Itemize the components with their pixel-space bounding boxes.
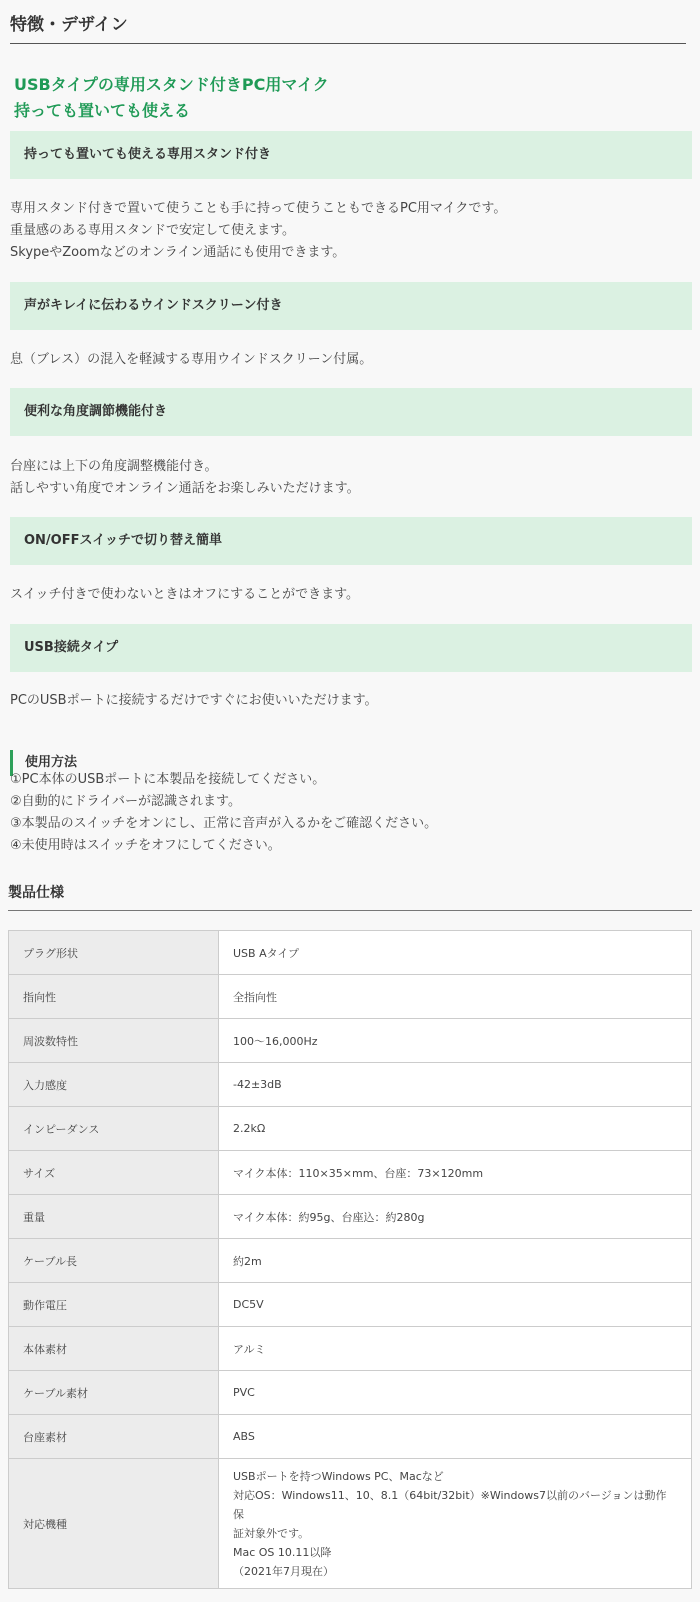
spec-value: マイク本体：約95g、台座込：約280g [219, 1195, 692, 1239]
spec-key: ケーブル素材 [9, 1371, 219, 1415]
spec-row [9, 1239, 692, 1283]
spec-value: アルミ [219, 1327, 692, 1371]
howto-step: ②自動的にドライバーが認識されます。 [10, 794, 241, 809]
body-line: 専用スタンド付きで置いて使うことも手に持って使うこともできるPC用マイクです。 [10, 201, 507, 216]
spec-row [9, 1151, 692, 1195]
spec-row-compat [9, 1459, 692, 1589]
feature-body [10, 584, 359, 606]
body-line: SkypeやZoomなどのオンライン通話にも使用できます。 [10, 245, 346, 260]
section-title: 特徴・デザイン [10, 10, 686, 44]
howto-heading: 使用方法 [10, 750, 77, 776]
spec-value: PVC [219, 1371, 692, 1415]
spec-key: 台座素材 [9, 1415, 219, 1459]
spec-row [9, 1063, 692, 1107]
body-line: 重量感のある専用スタンドで安定して使えます。 [10, 223, 295, 238]
spec-row [9, 931, 692, 975]
spec-value: 2.2kΩ [219, 1107, 692, 1151]
feature-heading: 声がキレイに伝わるウインドスクリーン付き [10, 282, 692, 330]
spec-row [9, 975, 692, 1019]
feature-body [10, 198, 506, 264]
feature-body [10, 690, 378, 712]
spec-key: インピーダンス [9, 1107, 219, 1151]
compat-line: Mac OS 10.11以降 [233, 1545, 332, 1559]
howto-step: ③本製品のスイッチをオンにし、正常に音声が入るかをご確認ください。 [10, 816, 438, 831]
spec-key: 入力感度 [9, 1063, 219, 1107]
body-line: 息（ブレス）の混入を軽減する専用ウインドスクリーン付属。 [10, 352, 373, 367]
spec-row [9, 1415, 692, 1459]
howto-step: ④未使用時はスイッチをオフにしてください。 [10, 838, 281, 853]
spec-key: 重量 [9, 1195, 219, 1239]
spec-row [9, 1283, 692, 1327]
spec-key: サイズ [9, 1151, 219, 1195]
spec-row [9, 1019, 692, 1063]
spec-value: -42±3dB [219, 1063, 692, 1107]
feature-heading: 便利な角度調節機能付き [10, 388, 692, 436]
feature-heading: ON/OFFスイッチで切り替え簡単 [10, 517, 692, 565]
compat-line: （2021年7月現在） [233, 1564, 334, 1578]
howto-steps [10, 769, 437, 857]
lead-heading [14, 72, 329, 124]
spec-value: マイク本体：110×35×mm、台座：73×120mm [219, 1151, 692, 1195]
spec-key: ケーブル長 [9, 1239, 219, 1283]
feature-body [10, 349, 372, 371]
spec-key: 対応機種 [9, 1459, 219, 1589]
spec-value: 100～16,000Hz [219, 1019, 692, 1063]
spec-key: 動作電圧 [9, 1283, 219, 1327]
howto-step: ①PC本体のUSBポートに本製品を接続してください。 [10, 772, 326, 787]
spec-title: 製品仕様 [8, 882, 692, 911]
spec-value: USB Aタイプ [219, 931, 692, 975]
lead-line: 持っても置いても使える [14, 101, 191, 120]
spec-row [9, 1107, 692, 1151]
spec-value: 全指向性 [219, 975, 692, 1019]
feature-heading: 持っても置いても使える専用スタンド付き [10, 131, 692, 179]
spec-row [9, 1371, 692, 1415]
body-line: 台座には上下の角度調整機能付き。 [10, 459, 218, 474]
compat-line: USBポートを持つWindows PC、Macなど [233, 1469, 444, 1483]
spec-row [9, 1327, 692, 1371]
spec-row [9, 1195, 692, 1239]
compat-line: 対応OS：Windows11、10、8.1（64bit/32bit）※Windows7以前のバージョンは動作保 [233, 1488, 667, 1521]
spec-key: 本体素材 [9, 1327, 219, 1371]
spec-value: ABS [219, 1415, 692, 1459]
compat-line: 証対象外です。 [233, 1526, 310, 1540]
spec-key: プラグ形状 [9, 931, 219, 975]
spec-key: 周波数特性 [9, 1019, 219, 1063]
spec-value: DC5V [219, 1283, 692, 1327]
spec-table [8, 930, 692, 1589]
feature-heading: USB接続タイプ [10, 624, 692, 672]
feature-body [10, 456, 360, 500]
body-line: スイッチ付きで使わないときはオフにすることができます。 [10, 587, 360, 602]
spec-value-compat [219, 1459, 692, 1589]
spec-value: 約2m [219, 1239, 692, 1283]
spec-key: 指向性 [9, 975, 219, 1019]
lead-line: USBタイプの専用スタンド付きPC用マイク [14, 75, 329, 94]
body-line: 話しやすい角度でオンライン通話をお楽しみいただけます。 [10, 481, 360, 496]
body-line: PCのUSBポートに接続するだけですぐにお使いいただけます。 [10, 693, 378, 708]
